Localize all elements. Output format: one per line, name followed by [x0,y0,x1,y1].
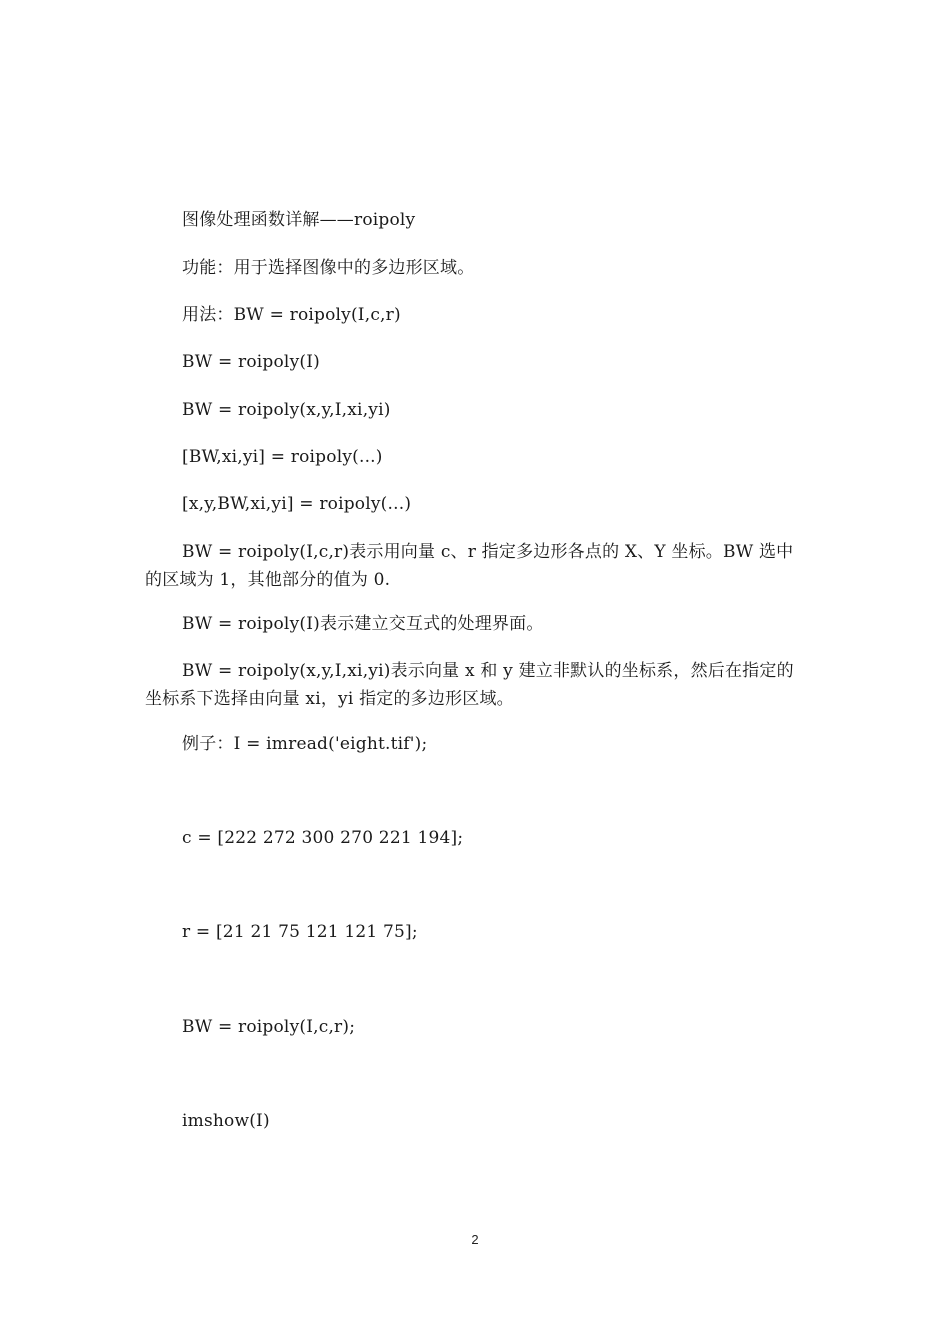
usage-line: BW = roipoly(x,y,I,xi,yi) [182,400,391,420]
example-line: c = [222 272 300 270 221 194]; [182,828,464,848]
usage-line: BW = roipoly(I) [182,352,320,372]
explanation-paragraph: BW = roipoly(I)表示建立交互式的处理界面。 [182,614,544,634]
usage-line: [BW,xi,yi] = roipoly(...) [182,447,383,467]
page-number: 2 [471,1232,479,1247]
example-line: BW = roipoly(I,c,r); [182,1017,356,1037]
example-line: 例子：I = imread('eight.tif'); [182,734,428,754]
explanation-paragraph: BW = roipoly(I,c,r)表示用向量 c、r 指定多边形各点的 X、Y 坐标。BW 选中的区域为 1，其他部分的值为 0. [145,542,794,590]
example-line: r = [21 21 75 121 121 75]; [182,922,418,942]
document-title: 图像处理函数详解——roipoly [182,210,416,230]
function-description: 功能：用于选择图像中的多边形区域。 [182,258,475,278]
example-line: imshow(I) [182,1111,270,1131]
explanation-paragraph: BW = roipoly(x,y,I,xi,yi)表示向量 x 和 y 建立非默认的坐标系，然后在指定的坐标系下选择由向量 xi，yi 指定的多边形区域。 [145,661,794,709]
usage-line: [x,y,BW,xi,yi] = roipoly(...) [182,494,412,514]
usage-line: 用法：BW = roipoly(I,c,r) [182,305,401,325]
